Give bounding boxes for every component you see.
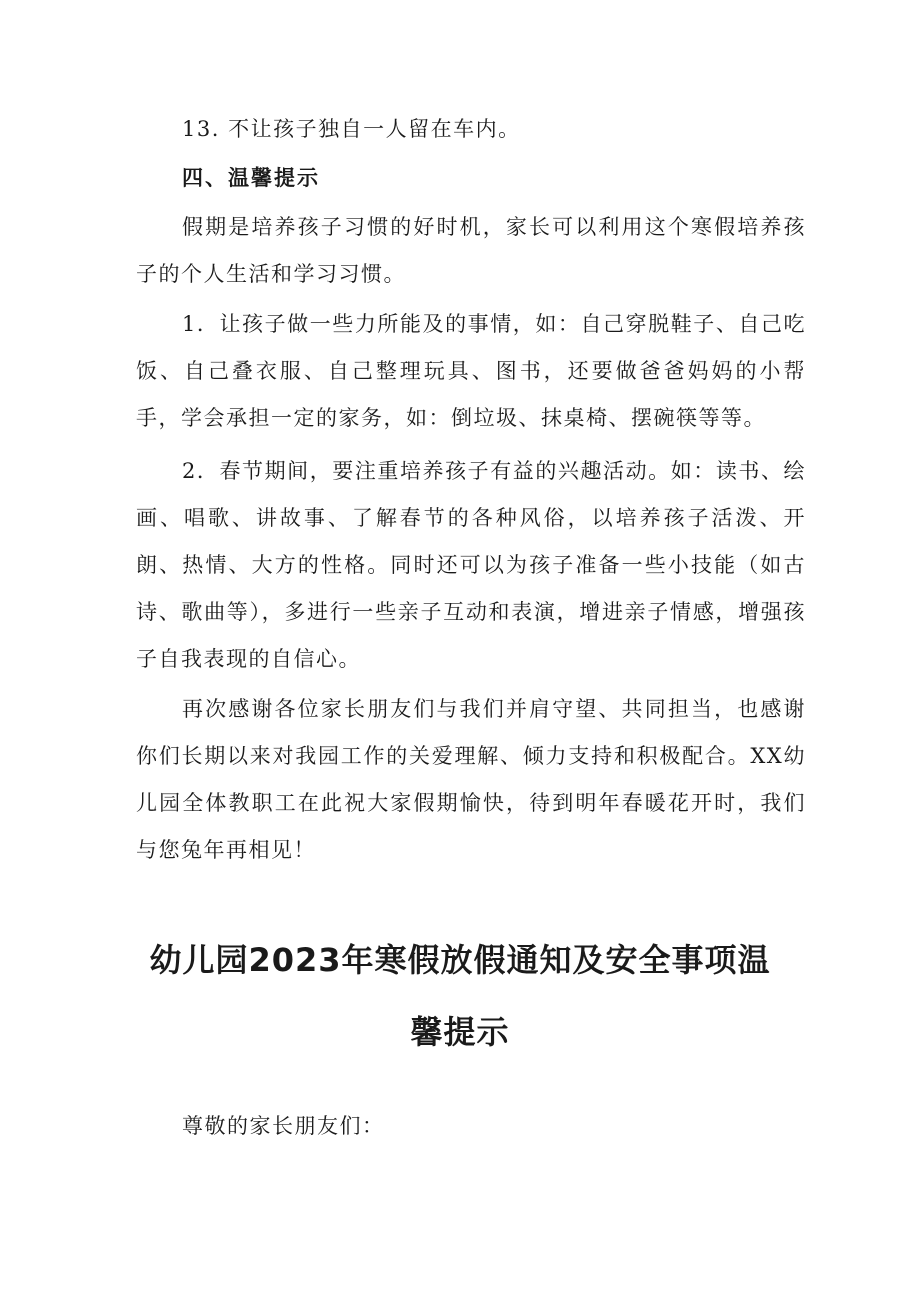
tip-paragraph-2: 2．春节期间，要注重培养孩子有益的兴趣活动。如：读书、绘画、唱歌、讲故事、了解春节的各种风俗，以培养孩子活泼、开朗、热情、大方的性格。同时还可以为孩子准备一些小技能（如古诗、歌曲等），多进行一些亲子互动和表演，增进亲子情感，增强孩子自我表现的自信心。 xyxy=(136,459,806,671)
notice-title-line-1: 幼儿园2023年寒假放假通知及安全事项温 xyxy=(149,941,771,979)
tips-intro-paragraph: 假期是培养孩子习惯的好时机，家长可以利用这个寒假培养孩子的个人生活和学习习惯。 xyxy=(136,215,806,286)
greeting-salutation: 尊敬的家长朋友们： xyxy=(182,1114,385,1138)
closing-paragraph: 再次感谢各位家长朋友们与我们并肩守望、共同担当，也感谢你们长期以来对我园工作的关爱理解、倾力支持和积极配合。XX幼儿园全体教职工在此祝大家假期愉快，待到明年春暖花开时，我们与您兔年再相见！ xyxy=(136,697,806,862)
safety-item-13: 13. 不让孩子独自一人留在车内。 xyxy=(182,117,521,141)
notice-title-line-2: 馨提示 xyxy=(410,1013,510,1051)
tip-paragraph-1: 1．让孩子做一些力所能及的事情，如：自己穿脱鞋子、自己吃饭、自己叠衣服、自己整理玩具、图书，还要做爸爸妈妈的小帮手，学会承担一定的家务，如：倒垃圾、抹桌椅、摆碗筷等等。 xyxy=(136,312,806,430)
section-heading-tips: 四、温馨提示 xyxy=(182,166,320,190)
